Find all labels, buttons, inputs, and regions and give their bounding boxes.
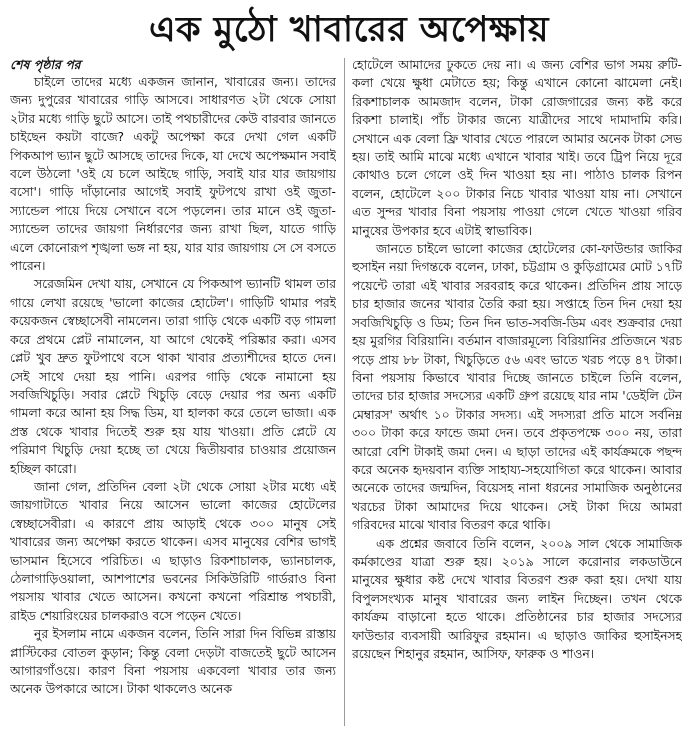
headline: এক মুঠো খাবারের অপেক্ষায় [148,10,550,50]
left-column [10,56,336,730]
paragraph: জানা গেল, প্রতিদিন বেলা ২টা থেকে সোয়া ২টার মধ্যে এই জায়গাটাতে খাবার নিয়ে আসেন ভালো কাজের হোটেলের স্বেচ্ছাসেবীরা। এ কারণে প্রায় আড়াই থেকে ৩০০ মানুষ সেই খাবারের জন্য অপেক্ষা করতে থাকেন। এসব মানুষের বেশির ভাগই ভাসমান হিসেবে পরিচিত। এ ছাড়াও রিকশাচালক, ভ্যানচালক, ঠেলাগাড়িওয়ালা, আশপাশের ভবনের সিকিউরিটি গার্ডরাও বিনা পয়সায় খাবার খেতে আসেন। কখনো কখনো পরিশ্রান্ত পথচারী, রাইড শেয়ারিংয়ের চালকরাও বসে পড়েন খেতে। [10,479,336,623]
paragraph: সরেজমিন দেখা যায়, সেখানে যে পিকআপ ভ্যানটি থামল তার গায়ে লেখা রয়েছে 'ভালো কাজের হোটেল'। গাড়িটি থামার পরই কয়েকজন স্বেচ্ছাসেবী নামলেন। তারা গাড়ি থেকে একটি বড় গামলা করে প্রথমে প্লেট নামালেন, যা আগে থেকেই পরিষ্কার করা। এসব প্লেট খুব দ্রুত ফুটপাথে বসে থাকা খাবার প্রত্যাশীদের হাতে দেন। সেই সাথে দেয়া হয় পানি। এরপর গাড়ি থেকে নামানো হয় সবজিখিচুড়ি। সবার প্লেটে খিচুড়ি বেড়ে দেয়ার পর অন্য একটি গামলা করে আনা হয় সিদ্ধ ডিম, যা হালকা করে তেলে ভাজা। এক প্রস্ত থেকে খাবার দিতেই শুরু হয় যায় খাওয়া। প্রতি প্লেটে যে পরিমাণ খিচুড়ি দেয়া হচ্ছে তা খেয়ে দ্বিতীয়বার চাওয়ার প্রয়োজন হচ্ছিল কারো। [10,277,336,476]
right-column [352,56,682,730]
paragraph: চাইলে তাদের মধ্যে একজন জানান, খাবারের জন্য। তাদের জন্য দুপুরের খাবারের গাড়ি আসবে। সাধারণত ২টা থেকে সোয়া ২টার মধ্যে গাড়ি ছুটে আসে। তাই পথচারীদের কেউ বারবার জানতে চাইছেন কয়টা বাজে? একটু অপেক্ষা করে দেখা গেল একটি পিকআপ ভ্যান ছুটে আসছে তাদের দিকে, যা দেখে অপেক্ষমান সবাই বলে উঠলো 'ওই যে চলে আইছে গাড়ি, সবাই যার যার জায়গায় বসো'। গাড়ি দাঁড়ানোর আগেই সবাই ফুটপথে রাখা ওই জুতা-স্যান্ডেল পায়ে দিয়ে সেখানে বসে পড়লেন। তার মানে ওই জুতা-স্যান্ডেল তাদের জায়গা নির্ধারণের জন্য রাখা ছিল, যাতে গাড়ি এলে কোনোরূপ শৃঙ্খলা ভঙ্গ না হয়, যার যার জায়গায় সে সে বসতে পারেন। [10,75,336,274]
column-divider [344,58,345,726]
paragraph: হোটেলে আমাদের ঢুকতে দেয় না। এ জন্য বেশির ভাগ সময় রুটি-কলা খেয়ে ক্ষুধা মেটাতে হয়; কিন্তু এখানে কোনো ঝামেলা নেই। রিকশাচালক আমজাদ বলেন, টাকা রোজগারের জন্য কষ্ট করে রিকশা চালাই। পাঁচ টাকার জন্যে যাত্রীদের সাথে দামাদামি করি। সেখানে এক বেলা ফ্রি খাবার খেতে পারলে আমার অনেক টাকা সেভ হয়। তাই আমি মাঝে মধ্যে এখানে খাবার খাই। তবে ট্রিপ নিয়ে দূরে কোথাও চলে গেলে ওই দিন খাওয়া হয় না। পাঠাও চালক রিপন বলেন, হোটেলে ২০০ টাকার নিচে খাবার খাওয়া যায় না। সেখানে এত সুন্দর খাবার বিনা পয়সায় পাওয়া গেলে খেতে খাওয়া গরিব মানুষের উপকার হবে এটাই স্বাভাবিক। [352,58,682,238]
paragraph: এক প্রশ্নের জবাবে তিনি বলেন, ২০০৯ সাল থেকে সামাজিক কর্মকাণ্ডের যাত্রা শুরু হয়। ২০১৯ সালে করোনার লকডাউনে মানুষের ক্ষুধার কষ্ট দেখে খাবার বিতরণ শুরু করা হয়। দেখা যায় বিপুলসংখ্যক মানুষ খাবারের জন্য লাইন দিচ্ছেন। তখন থেকে কার্যক্রম বাড়ানো হতে থাকে। প্রতিষ্ঠানের চার হাজার সদস্যের ফাউন্ডার ব্যবসায়ী আরিফুর রহমান। এ ছাড়াও জাকির হুসাইনসহ রয়েছেন শিহানুর রহমান, আসিফ, ফারুক ও শাওন। [352,536,682,661]
continued-from-label: শেষ পৃষ্ঠার পর [10,57,81,72]
paragraph: জানতে চাইলে ভালো কাজের হোটেলের কো-ফাউন্ডার জাকির হুসাইন নয়া দিগন্তকে বলেন, ঢাকা, চট্টগ্রাম ও কুড়িগ্রামের মোট ১৭টি পয়েন্টে তারা এই খাবার সরবরাহ করে থাকেন। প্রতিদিন প্রায় সাড়ে চার হাজার জনের খাবার তৈরি করা হয়। সপ্তাহে তিন দিন দেয়া হয় সবজিখিচুড়ি ও ডিম; তিন দিন ভাত-সবজি-ডিম এবং শুক্রবার দেয়া হয় মুরগির বিরিয়ানি। বর্তমান বাজারমূল্যে বিরিয়ানির প্রতিজনে খরচ পড়ে প্রায় ৮৮ টাকা, খিচুড়িতে ৫৬ এবং ভাতে খরচ পড়ে ৪৭ টাকা। বিনা পয়সায় কিভাবে খাবার দিচ্ছে জানতে চাইলে তিনি বলেন, তাদের চার হাজার সদস্যের একটি গ্রুপ রয়েছে যার নাম 'ডেইলি টেন মেম্বারস' অর্থাৎ ১০ টাকার সদস্য। এই সদস্যরা প্রতি মাসে সর্বনিম্ন ৩০০ টাকা করে ফান্ডে জমা দেন। তবে প্রকৃতপক্ষে ৩০০ নয়, তারা আরো বেশি টাকাই জমা দেন। এ ছাড়া তাদের এই কার্যক্রমকে পছন্দ করে অনেক হৃদয়বান ব্যক্তি সাহায্য-সহযোগিতা করে থাকেন। আবার অনেকে তাদের জন্মদিন, বিয়েসহ নানা ধরনের সামাজিক অনুষ্ঠানের খরচের টাকা আমাদের দিয়ে থাকেন। সেই টাকা দিয়ে আমরা গরিবদের মাঝে খাবার বিতরণ করে থাকি। [352,242,682,533]
paragraph: নুর ইসলাম নামে একজন বলেন, তিনি সারা দিন বিভিন্ন রাস্তায় প্লাস্টিকের বোতল কুড়ান; কিন্তু বেলা দেড়টা বাজতেই ছুটে আসেন আগারগাঁওয়ে। কারণ বিনা পয়সায় একবেলা খাবার তার জন্য অনেক উপকারে আসে। টাকা থাকলেও অনেক [10,627,336,697]
